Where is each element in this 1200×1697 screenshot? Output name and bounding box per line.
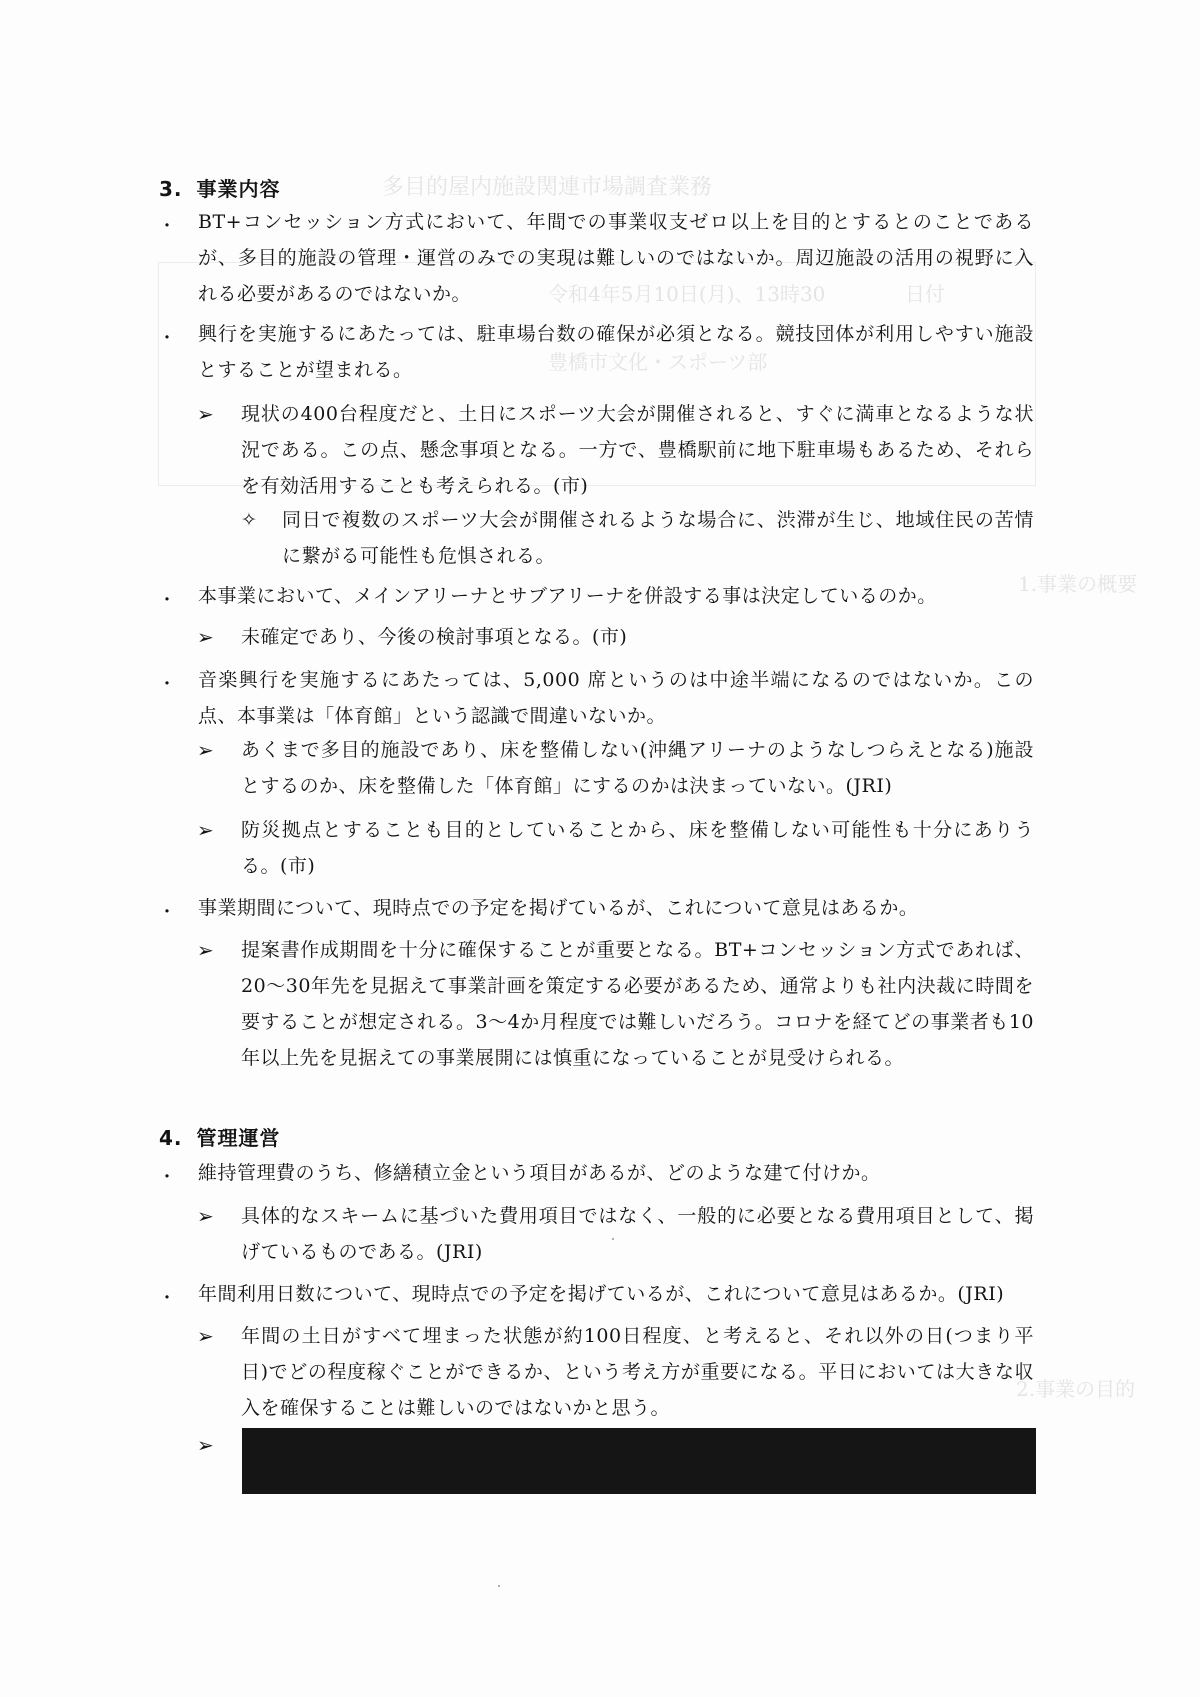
section-4-heading [159, 1122, 281, 1151]
arrow-icon: ➢ [197, 402, 214, 426]
s4-q1-answer-1: 具体的なスキームに基づいた費用項目ではなく、一般的に必要となる費用項目として、掲げているものである。(JRI) [241, 1205, 1034, 1263]
bleed-through-heading-1: 1.事業の概要 [1018, 572, 1138, 596]
s4-q2-answer-1: 年間の土日がすべて埋まった状態が約100日程度、と考えると、それ以外の日(つまり平日)でどの程度稼ぐことができるか、という考え方が重要になる。平日においては大きな収入を確保することは難しいのではないかと思う。 [241, 1325, 1034, 1419]
s3-q5-answer-1: 提案書作成期間を十分に確保することが重要となる。BT+コンセッション方式であれば、20〜30年先を見据えて事業計画を策定する必要があるため、通常よりも社内決裁に時間を要することが想定される。3〜4か月程度では難しいだろう。コロナを経てどの事業者も10年以上先を見据えての事業展開には慎重になっていることが見受けられる。 [241, 939, 1034, 1069]
scan-speck [498, 1585, 500, 1587]
section-3-number: 3. [159, 177, 183, 201]
s3-question-5: 事業期間について、現時点での予定を掲げているが、これについて意見はあるか。 [198, 897, 919, 919]
bleed-through-cell-datetime: 令和4年5月10日(月)、13時30 [548, 282, 826, 306]
bleed-through-cell-date: 日付 [905, 282, 945, 306]
arrow-icon: ➢ [197, 938, 214, 962]
section-4-title: 管理運営 [196, 1126, 281, 1150]
section-4-number: 4. [159, 1126, 183, 1150]
section-3-heading [159, 173, 281, 202]
arrow-icon: ➢ [197, 1433, 214, 1457]
s3-q2-sub-note: 同日で複数のスポーツ大会が開催されるような場合に、渋滞が生じ、地域住民の苦情に繋がる可能性も危惧される。 [282, 509, 1034, 567]
bleed-through-title: 多目的屋内施設関連市場調査業務 [382, 175, 713, 200]
scan-speck [612, 1238, 614, 1240]
bleed-through-cell-org: 豊橋市文化・スポーツ部 [548, 350, 768, 374]
arrow-icon: ➢ [197, 818, 214, 842]
s3-question-1: BT+コンセッション方式において、年間での事業収支ゼロ以上を目的とするとのことであるが、多目的施設の管理・運営のみでの実現は難しいのではないか。周辺施設の活用の視野に入れる必要があるのではないか。 [198, 211, 1034, 305]
bullet-icon: ・ [158, 216, 176, 237]
s3-q3-answer-1: 未確定であり、今後の検討事項となる。(市) [241, 626, 628, 648]
arrow-icon: ➢ [197, 738, 214, 762]
bullet-icon: ・ [158, 674, 176, 695]
section-3-title: 事業内容 [196, 177, 281, 201]
diamond-icon: ✧ [241, 509, 257, 531]
arrow-icon: ➢ [197, 1324, 214, 1348]
bleed-through-heading-2: 2.事業の目的 [1016, 1377, 1136, 1401]
bullet-icon: ・ [158, 328, 176, 349]
redaction-bar [242, 1461, 1036, 1494]
bullet-icon: ・ [158, 902, 176, 923]
redaction-bar [242, 1428, 1036, 1461]
s3-q4-answer-2: 防災拠点とすることも目的としていることから、床を整備しない可能性も十分にありうる。(市) [241, 819, 1034, 877]
bullet-icon: ・ [158, 1167, 176, 1188]
s3-question-3: 本事業において、メインアリーナとサブアリーナを併設する事は決定しているのか。 [198, 585, 937, 607]
s4-question-1: 維持管理費のうち、修繕積立金という項目があるが、どのような建て付けか。 [198, 1162, 881, 1184]
s3-question-2: 興行を実施するにあたっては、駐車場台数の確保が必須となる。競技団体が利用しやすい施設とすることが望まれる。 [198, 323, 1034, 381]
arrow-icon: ➢ [197, 625, 214, 649]
bullet-icon: ・ [158, 590, 176, 611]
s3-question-4: 音楽興行を実施するにあたっては、5,000 席というのは中途半端になるのではないか。この点、本事業は「体育館」という認識で間違いないか。 [198, 669, 1034, 727]
s3-q2-answer-1: 現状の400台程度だと、土日にスポーツ大会が開催されると、すぐに満車となるような状況である。この点、懸念事項となる。一方で、豊橋駅前に地下駐車場もあるため、それらを有効活用することも考えられる。(市) [241, 403, 1034, 497]
s4-question-2: 年間利用日数について、現時点での予定を掲げているが、これについて意見はあるか。(JRI) [198, 1283, 1005, 1305]
s3-q4-answer-1: あくまで多目的施設であり、床を整備しない(沖縄アリーナのようなしつらえとなる)施設とするのか、床を整備した「体育館」にするのかは決まっていない。(JRI) [241, 739, 1034, 797]
arrow-icon: ➢ [197, 1204, 214, 1228]
bullet-icon: ・ [158, 1288, 176, 1309]
